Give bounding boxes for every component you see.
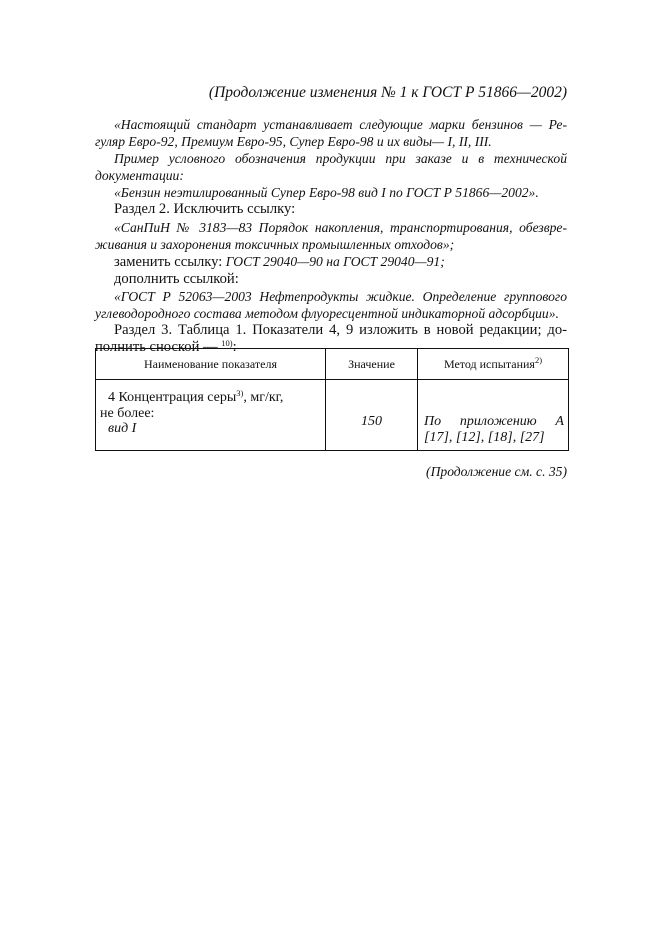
add-reference-label: дополнить ссылкой: bbox=[114, 270, 239, 287]
sulfur-footnote: 3) bbox=[236, 388, 244, 398]
section3-footnote-text: полнить сноской — bbox=[95, 339, 218, 356]
added-reference-line2: углеводородного состава методом флуоресцентной индикаторной адсорбции». bbox=[95, 306, 559, 322]
indicators-table bbox=[95, 348, 569, 451]
section3-colon: : bbox=[232, 339, 237, 356]
sulfur-line1 bbox=[100, 390, 321, 406]
continuation-footer: (Продолжение см. с. 35) bbox=[426, 464, 567, 479]
amendment-text bbox=[95, 116, 567, 356]
removed-reference-line1: «СанПиН № 3183—83 Порядок накопления, транспортирования, обезвре- bbox=[114, 219, 567, 235]
section3-footnote-mark: 10) bbox=[221, 338, 233, 349]
method-line1: По приложению А bbox=[424, 414, 564, 429]
sulfur-units: , мг/кг, bbox=[243, 390, 284, 405]
sulfur-label: 4 Концентрация серы bbox=[108, 390, 237, 405]
section3-instruction-line1: Раздел 3. Таблица 1. Показатели 4, 9 изложить в новой редакции; до- bbox=[114, 322, 567, 339]
method-line2: [17], [12], [18], [27] bbox=[424, 430, 545, 445]
sulfur-type: вид I bbox=[108, 421, 137, 436]
header-indicator-name: Наименование показателя bbox=[96, 349, 326, 380]
removed-reference-line2: живания и захоронения токсичных промышленных отходов»; bbox=[95, 236, 455, 252]
added-reference-line1: «ГОСТ Р 52063—2003 Нефтепродукты жидкие. Определение группового bbox=[114, 288, 567, 304]
replace-reference-line bbox=[95, 253, 567, 271]
section2-instruction: Раздел 2. Исключить ссылку: bbox=[114, 201, 296, 218]
header-value: Значение bbox=[326, 349, 418, 380]
header-test-method-label: Метод испытания bbox=[443, 356, 535, 371]
cell-value bbox=[326, 380, 418, 451]
sulfur-value: 150 bbox=[361, 414, 382, 429]
replace-reference-label: заменить ссылку: bbox=[114, 253, 223, 270]
header-test-method-footnote: 2) bbox=[534, 354, 543, 365]
designation-example-line2: документации: bbox=[95, 168, 184, 184]
designation-example-quote: «Бензин неэтилированный Супер Евро-98 вид I по ГОСТ Р 51866—2002». bbox=[114, 185, 539, 201]
cell-indicator-name bbox=[96, 380, 326, 451]
continuation-header: (Продолжение изменения № 1 к ГОСТ Р 51866—2002) bbox=[208, 84, 567, 101]
cell-test-method bbox=[418, 380, 569, 451]
table-header-row bbox=[96, 349, 569, 380]
sulfur-line2: не более: bbox=[100, 405, 155, 421]
table-row bbox=[96, 380, 569, 451]
replace-reference-value: ГОСТ 29040—90 на ГОСТ 29040—91; bbox=[225, 253, 445, 269]
standard-brands-quote-line1: «Настоящий стандарт устанавливает следующие марки бензинов — Ре- bbox=[114, 117, 567, 132]
designation-example-line1: Пример условного обозначения продукции при заказе и в технической bbox=[114, 151, 567, 167]
header-test-method bbox=[418, 349, 569, 380]
standard-brands-quote-line2: гуляр Евро-92, Премиум Евро-95, Супер Евро-98 и их виды— I, II, III. bbox=[95, 134, 492, 150]
